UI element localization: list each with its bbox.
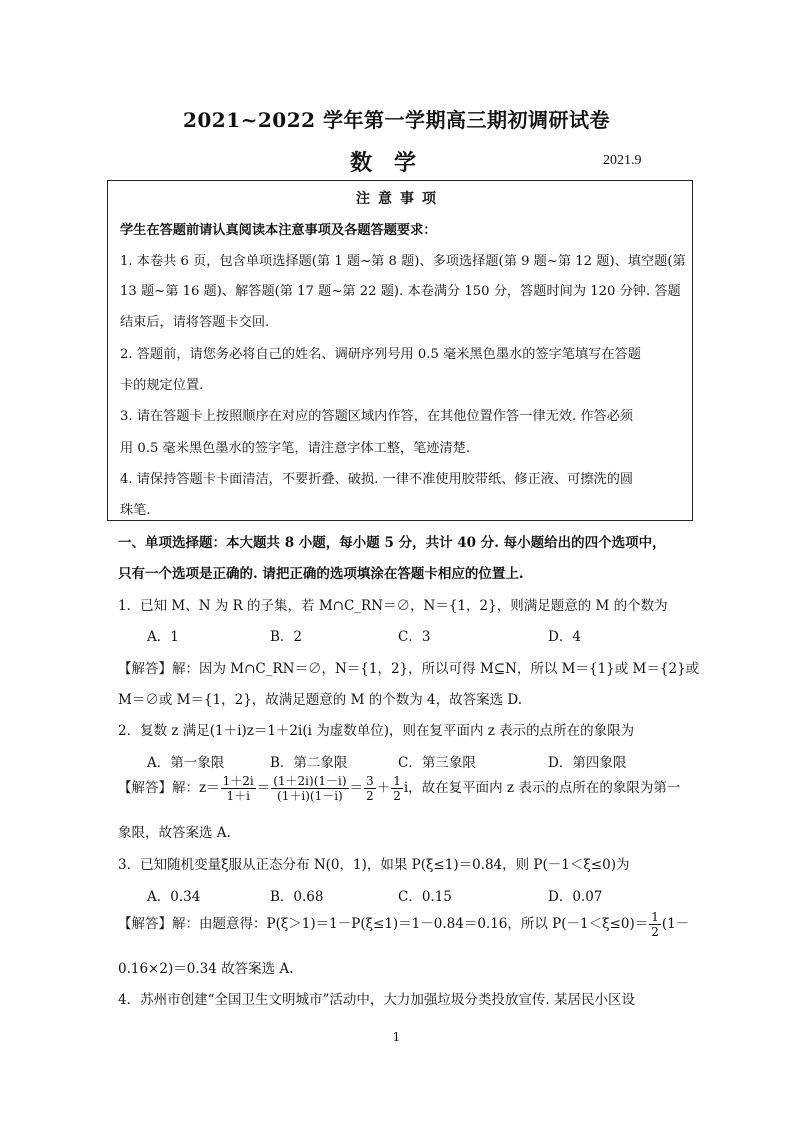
answer-text: 0.16×2)＝0.34 故答案选 A. — [118, 961, 294, 977]
answer-text: 象限，故答案选 A. — [118, 825, 231, 841]
notice-box — [107, 180, 693, 521]
question-stem: 1．已知 M、N 为 R 的子集，若 M∩C_RN＝∅，N＝{1，2}，则满足题意的 M 的个数为 — [118, 598, 668, 614]
fraction-numerator: 1 — [393, 774, 401, 788]
fraction — [271, 774, 348, 803]
option-d: D．第四象限 — [548, 755, 627, 771]
question-stem: 3．已知随机变量ξ服从正态分布 N(0，1)，如果 P(ξ≤1)＝0.84，则 P(－1＜ξ≤0)为 — [118, 857, 630, 873]
page-number: 1 — [392, 1030, 401, 1044]
fraction-denominator: 1＋i — [226, 789, 250, 803]
option-a: A．0.34 — [147, 889, 201, 905]
option-a: A．第一象限 — [147, 755, 225, 771]
option-d: D．4 — [548, 629, 581, 645]
formula-z: z＝ — [199, 780, 220, 796]
fraction-denominator: 2 — [651, 925, 659, 939]
answer-formula-line — [118, 774, 680, 803]
exam-title: 2021~2022 学年第一学期高三期初调研试卷 — [182, 108, 611, 132]
fraction — [649, 910, 661, 939]
fraction-numerator: 1＋2i — [222, 774, 254, 788]
notice-line: 3. 请在答题卡上按照顺序在对应的答题区域内作答，在其他位置作答一律无效. 作答必须 — [120, 409, 634, 424]
notice-line: 2. 答题前，请您务必将自己的姓名、调研序列号用 0.5 毫米黑色墨水的签字笔填写在答题 — [120, 347, 641, 362]
fraction — [221, 774, 256, 803]
section-heading: 只有一个选项是正确的. 请把正确的选项填涂在答题卡相应的位置上. — [118, 566, 524, 582]
fraction — [364, 774, 376, 803]
fraction-numerator: 3 — [366, 774, 374, 788]
notice-line: 4. 请保持答题卡卡面清洁，不要折叠、破损. 一律不准使用胶带纸、修正液、可擦洗的圆 — [120, 472, 634, 487]
option-c: C．第三象限 — [398, 755, 476, 771]
answer-text: 【解答】解：因为 M∩C_RN＝∅，N＝{1，2}，所以可得 M⊆N，所以 M＝{1}或 M＝{2}或 — [118, 661, 700, 677]
answer-text: 【解答】解：由题意得：P(ξ＞1)＝1－P(ξ≤1)＝1－0.84＝0.16，所以 P(－1＜ξ≤0)＝ — [118, 916, 649, 932]
question-stem: 4．苏州市创建“全国卫生文明城市”活动中，大力加强垃圾分类投放宣传. 某居民小区设 — [118, 992, 635, 1008]
option-a: A．1 — [147, 629, 179, 645]
question-stem: 2．复数 z 满足(1＋i)z＝1＋2i(i 为虚数单位)，则在复平面内 z 表示的点所在的象限为 — [118, 723, 635, 739]
fraction-denominator: 2 — [393, 789, 401, 803]
answer-text: M＝∅或 M＝{1，2}，故满足题意的 M 的个数为 4，故答案选 D. — [118, 692, 523, 708]
option-c: C．3 — [398, 629, 431, 645]
fraction-numerator: 1 — [651, 910, 659, 924]
notice-line: 珠笔. — [120, 503, 151, 518]
fraction-numerator: (1＋2i)(1－i) — [273, 774, 347, 788]
answer-text: i，故在复平面内 z 表示的点所在的象限为第一 — [403, 780, 681, 796]
option-b: B．第二象限 — [270, 755, 348, 771]
subject-heading: 数学 — [350, 150, 439, 176]
notice-line: 1. 本卷共 6 页，包含单项选择题(第 1 题~第 8 题)、多项选择题(第 9 题~第 12 题)、填空题(第 — [120, 254, 686, 269]
answer-formula-line — [118, 910, 689, 939]
notice-line: 卡的规定位置. — [120, 378, 204, 393]
plus-sign: ＋ — [376, 780, 391, 796]
option-b: B．2 — [270, 629, 303, 645]
section-heading: 一、单项选择题：本大题共 8 小题，每小题 5 分，共计 40 分. 每小题给出的四个选项中， — [118, 535, 666, 551]
notice-title: 注意事项 — [356, 191, 444, 207]
option-b: B．0.68 — [270, 889, 324, 905]
notice-line: 用 0.5 毫米黑色墨水的签字笔，请注意字体工整，笔迹清楚. — [120, 441, 471, 456]
notice-line: 结束后，请将答题卡交回. — [120, 315, 270, 330]
answer-text: (1－ — [661, 916, 690, 932]
option-d: D．0.07 — [548, 889, 603, 905]
notice-intro: 学生在答题前请认真阅读本注意事项及各题答题要求： — [120, 223, 437, 238]
fraction-denominator: 2 — [366, 789, 374, 803]
option-c: C．0.15 — [398, 889, 452, 905]
notice-line: 13 题~第 16 题)、解答题(第 17 题~第 22 题). 本卷满分 150 分，答题时间为 120 分钟. 答题 — [120, 284, 681, 299]
fraction-denominator: (1＋i)(1－i) — [277, 789, 343, 803]
equals-sign: ＝ — [349, 780, 364, 796]
equals-sign: ＝ — [256, 780, 271, 796]
fraction — [391, 774, 403, 803]
answer-label: 【解答】解： — [118, 780, 199, 796]
exam-date: 2021.9 — [603, 153, 642, 168]
